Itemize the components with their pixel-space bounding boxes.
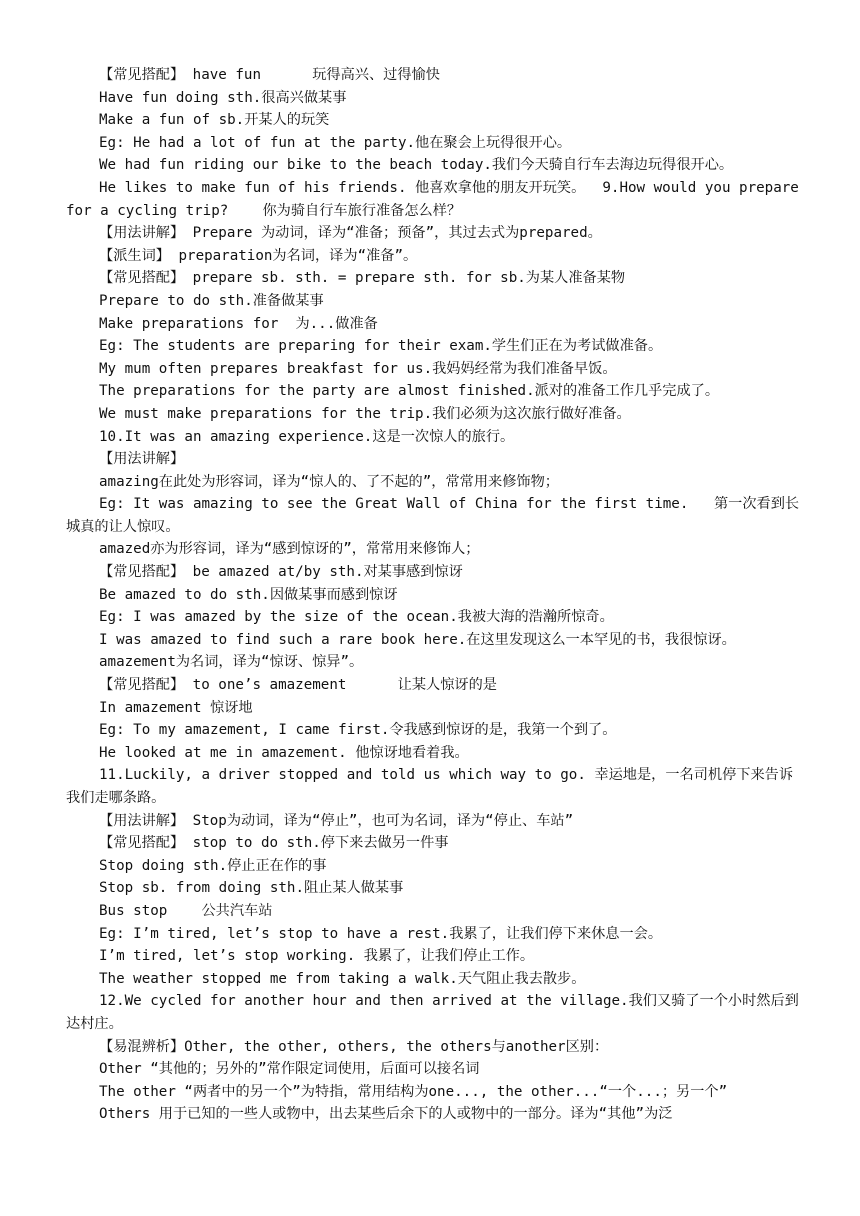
text-line: amazed亦为形容词，译为“感到惊讶的”，常常用来修饰人； xyxy=(99,541,480,558)
text-line: My mum often prepares breakfast for us.我妈妈经常为我们准备早饭。 xyxy=(99,360,617,377)
text-line: The weather stopped me from taking a walk.天气阻止我去散步。 xyxy=(99,970,586,987)
text-line: 【派生词】 preparation为名词，译为“准备”。 xyxy=(99,247,418,264)
text-line: Make preparations for 为...做准备 xyxy=(99,315,378,332)
text-line: 【常见搭配】 stop to do sth.停下来去做另一件事 xyxy=(99,835,449,852)
text-line: Eg: It was amazing to see the Great Wall of China for the first time. 第一次看到长城真的让人惊叹。 xyxy=(66,496,800,535)
text-line: Stop sb. from doing sth.阻止某人做某事 xyxy=(99,880,404,897)
text-line: I was amazed to find such a rare book here.在这里发现这么一本罕见的书，我很惊讶。 xyxy=(99,631,736,648)
text-line: The preparations for the party are almost finished.派对的准备工作几乎完成了。 xyxy=(99,383,720,400)
text-line: Eg: He had a lot of fun at the party.他在聚会上玩得很开心。 xyxy=(99,134,572,151)
text-line: 【用法讲解】 Prepare 为动词，译为“准备；预备”，其过去式为prepared。 xyxy=(99,225,602,242)
text-line: We had fun riding our bike to the beach today.我们今天骑自行车去海边玩得很开心。 xyxy=(99,157,734,174)
text-line: Other “其他的；另外的”常作限定词使用，后面可以接名词 xyxy=(99,1061,480,1078)
text-line: amazement为名词，译为“惊讶、惊异”。 xyxy=(99,654,364,671)
text-line: Stop doing sth.停止正在作的事 xyxy=(99,857,327,874)
text-line: 【常见搭配】 have fun 玩得高兴、过得愉快 xyxy=(99,67,440,83)
text-line: We must make preparations for the trip.我们必须为这次旅行做好准备。 xyxy=(99,405,631,422)
text-line: 【常见搭配】 be amazed at/by sth.对某事感到惊讶 xyxy=(99,564,463,581)
text-line: Have fun doing sth.很高兴做某事 xyxy=(99,89,347,106)
text-line: 【常见搭配】 prepare sb. sth. = prepare sth. for sb.为某人准备某物 xyxy=(99,270,626,287)
text-line: amazing在此处为形容词，译为“惊人的、了不起的”，常常用来修饰物； xyxy=(99,473,559,490)
text-line: Eg: I was amazed by the size of the ocean.我被大海的浩瀚所惊奇。 xyxy=(99,609,614,626)
text-line: 11.Luckily, a driver stopped and told us which way to go. 幸运地是，一名司机停下来告诉我们走哪条路。 xyxy=(66,767,794,806)
text-line: He looked at me in amazement. 他惊讶地看着我。 xyxy=(99,744,469,761)
text-line: The other “两者中的另一个”为特指，常用结构为one..., the other...“一个...；另一个” xyxy=(99,1083,728,1100)
text-line: Others 用于已知的一些人或物中，出去某些后余下的人或物中的一部分。译为“其他”为泛 xyxy=(99,1106,673,1123)
text-line: Make a fun of sb.开某人的玩笑 xyxy=(99,112,330,129)
text-line: 12.We cycled for another hour and then arrived at the village.我们又骑了一个小时然后到达村庄。 xyxy=(66,993,799,1032)
text-line: Eg: To my amazement, I came first.令我感到惊讶的是，我第一个到了。 xyxy=(99,722,617,739)
text-line: Eg: I’m tired, let’s stop to have a rest.我累了，让我们停下来休息一会。 xyxy=(99,925,663,942)
text-line: Be amazed to do sth.因做某事而感到惊讶 xyxy=(99,586,398,603)
text-line: 【用法讲解】 Stop为动词，译为“停止”，也可为名词，译为“停止、车站” xyxy=(99,812,574,829)
text-line: 【用法讲解】 xyxy=(99,451,185,468)
text-line: 10.It was an amazing experience.这是一次惊人的旅行。 xyxy=(99,428,515,445)
text-line: 【易混辨析】Other, the other, others, the others与another区别： xyxy=(99,1038,609,1055)
text-line: Eg: The students are preparing for their exam.学生们正在为考试做准备。 xyxy=(99,338,663,355)
text-line: Prepare to do sth.准备做某事 xyxy=(99,292,324,309)
text-line: He likes to make fun of his friends. 他喜欢拿他的朋友开玩笑。 9.How would you prepare for a cycling trip? 你为骑自行车旅行准备怎么样？ xyxy=(66,179,808,219)
text-line: I’m tired, let’s stop working. 我累了，让我们停止工作。 xyxy=(99,948,535,965)
text-line: In amazement 惊讶地 xyxy=(99,699,253,716)
text-line: 【常见搭配】 to one’s amazement 让某人惊讶的是 xyxy=(99,677,497,694)
text-line: Bus stop 公共汽车站 xyxy=(99,902,273,919)
